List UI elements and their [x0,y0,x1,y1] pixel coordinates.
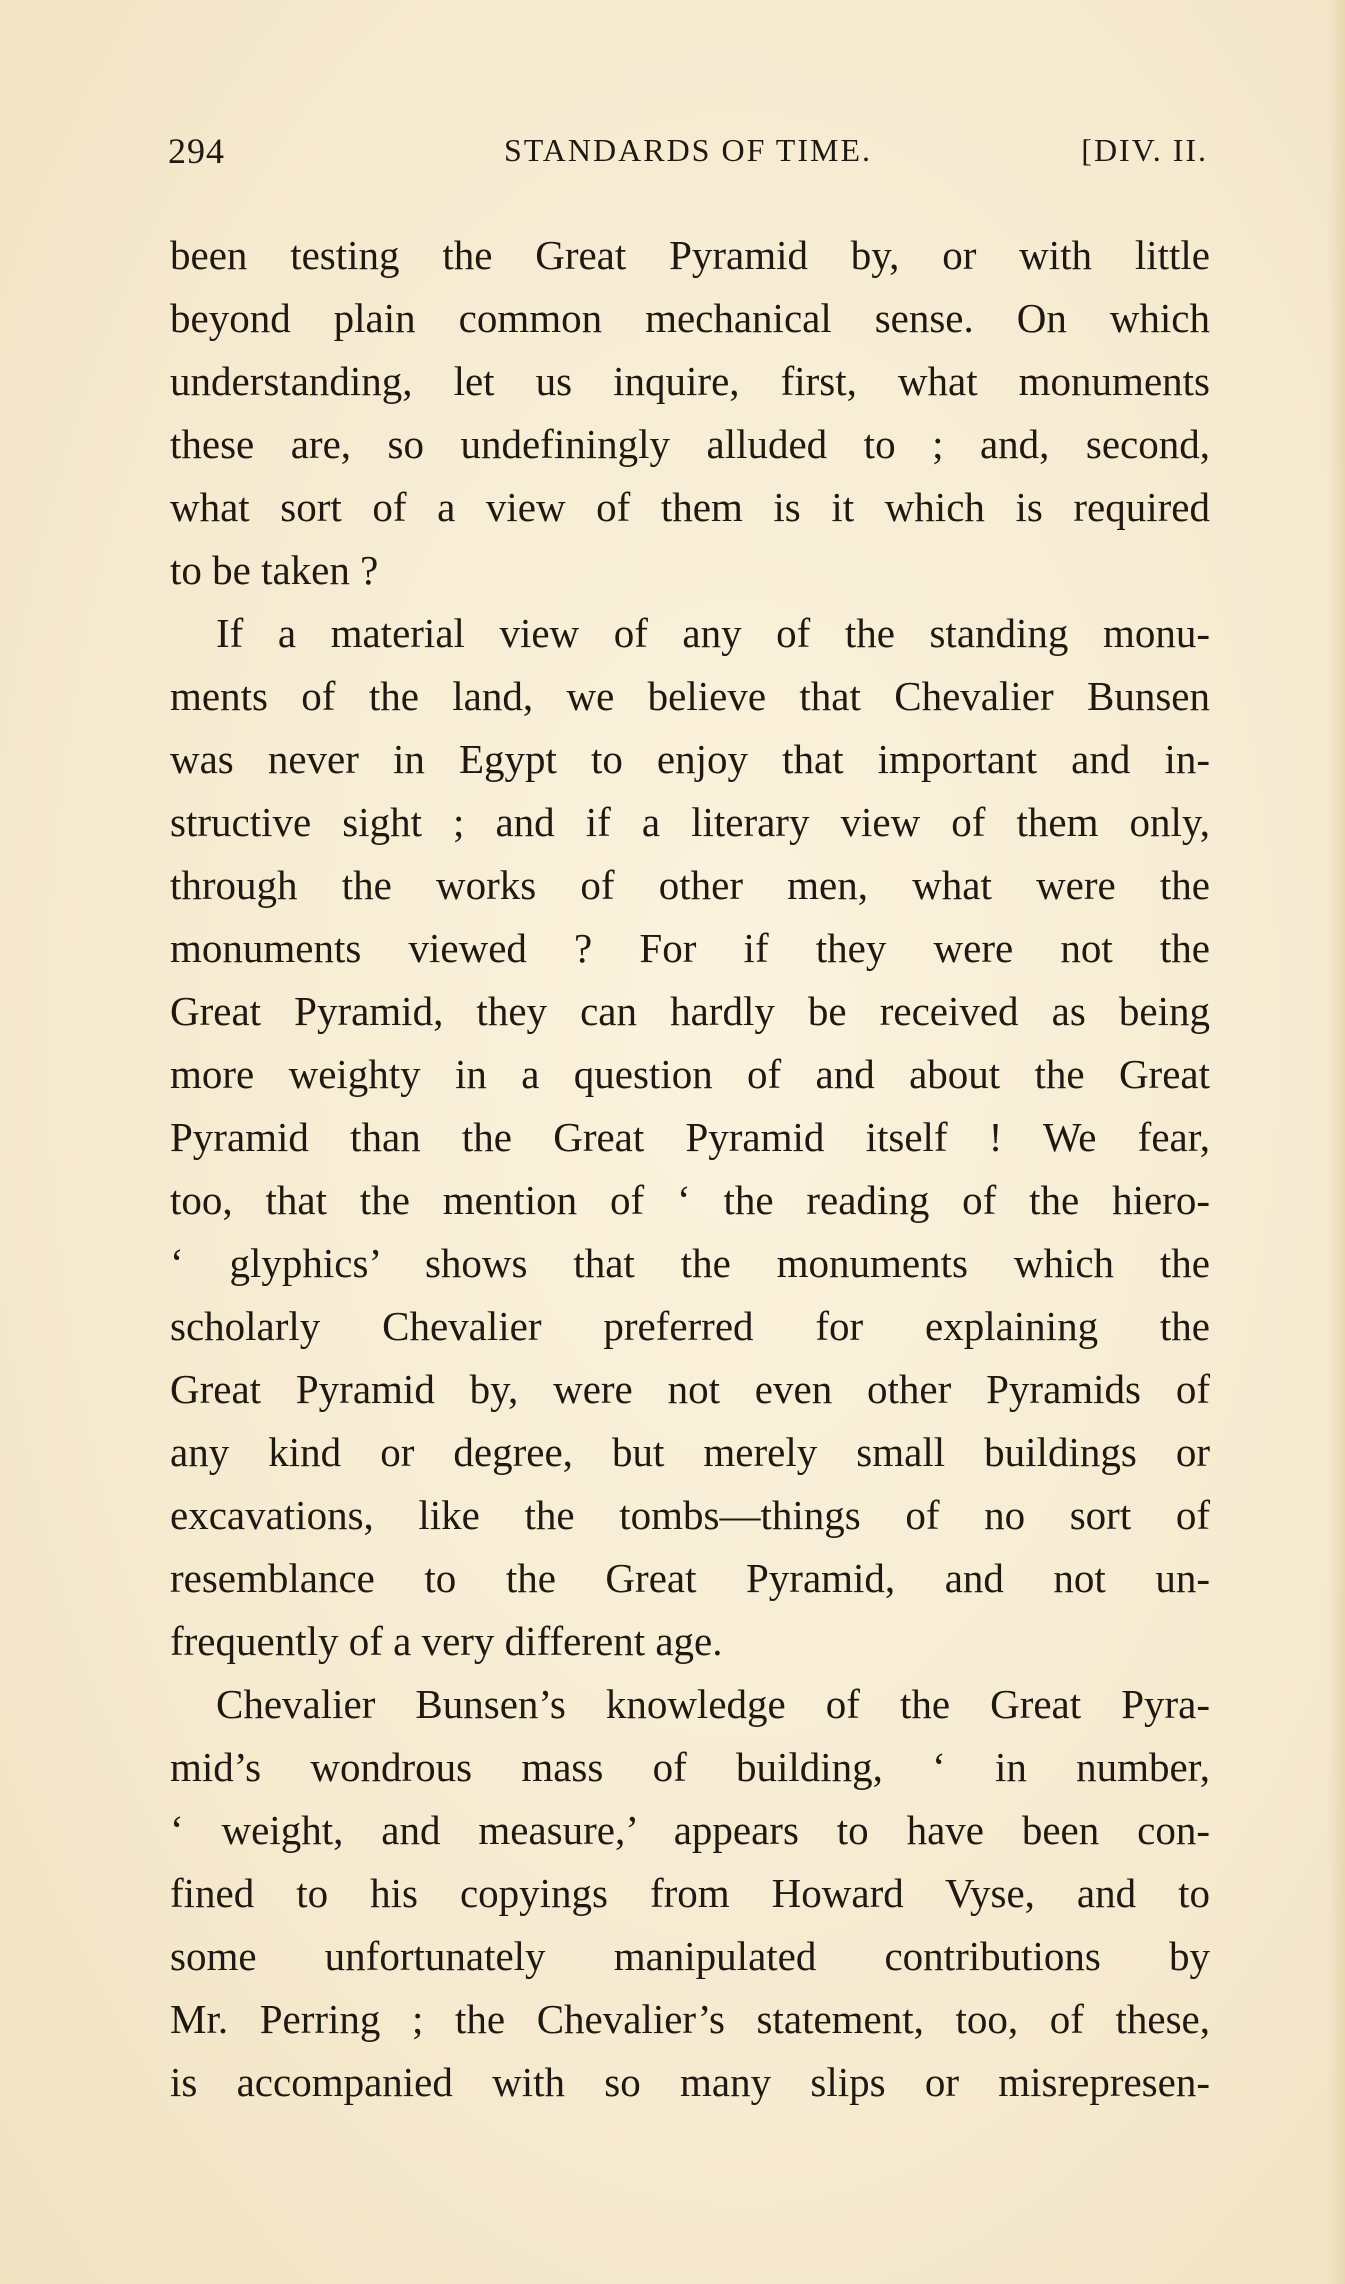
text-line: too, that the mention of ‘ the reading of the hiero- [170,1177,1210,1223]
text-line: resemblance to the Great Pyramid, and not un- [170,1555,1210,1601]
text-line: scholarly Chevalier preferred for explaining the [170,1303,1210,1349]
running-header [168,130,1208,180]
text-line: mid’s wondrous mass of building, ‘ in number, [170,1744,1210,1790]
page-edge-shadow [1327,0,1345,2284]
text-line: Chevalier Bunsen’s knowledge of the Great Pyra- [216,1681,1210,1727]
division-marker: [DIV. II. [1081,132,1208,168]
text-line: these are, so undefiningly alluded to ; and, second, [170,421,1210,467]
text-line: Great Pyramid by, were not even other Pyramids of [170,1366,1210,1412]
text-line: some unfortunately manipulated contributions by [170,1933,1210,1979]
text-line: any kind or degree, but merely small buildings or [170,1429,1210,1475]
text-line: structive sight ; and if a literary view of them only, [170,799,1210,845]
text-line: fined to his copyings from Howard Vyse, and to [170,1870,1210,1916]
running-title: STANDARDS OF TIME. [504,132,872,168]
text-line: ‘ glyphics’ shows that the monuments which the [170,1240,1210,1286]
text-line: ments of the land, we believe that Chevalier Bunsen [170,673,1210,719]
text-line: is accompanied with so many slips or misrepresen- [170,2059,1210,2105]
text-line: more weighty in a question of and about the Great [170,1051,1210,1097]
text-line: been testing the Great Pyramid by, or with little [170,232,1210,278]
text-line: understanding, let us inquire, first, what monuments [170,358,1210,404]
text-line: Pyramid than the Great Pyramid itself ! We fear, [170,1114,1210,1160]
text-line: monuments viewed ? For if they were not the [170,925,1210,971]
text-line: beyond plain common mechanical sense. On which [170,295,1210,341]
text-line: If a material view of any of the standing monu- [216,610,1210,656]
text-line: ‘ weight, and measure,’ appears to have been con- [170,1807,1210,1853]
text-line: what sort of a view of them is it which is required [170,484,1210,530]
text-line: to be taken ? [170,547,379,593]
text-line: Mr. Perring ; the Chevalier’s statement, too, of these, [170,1996,1210,2042]
text-line: through the works of other men, what were the [170,862,1210,908]
text-line: excavations, like the tombs—things of no sort of [170,1492,1210,1538]
text-line: was never in Egypt to enjoy that important and in- [170,736,1210,782]
body-text [170,224,1210,2114]
text-line: Great Pyramid, they can hardly be received as being [170,988,1210,1034]
page-number: 294 [168,131,225,171]
text-line: frequently of a very different age. [170,1618,723,1664]
